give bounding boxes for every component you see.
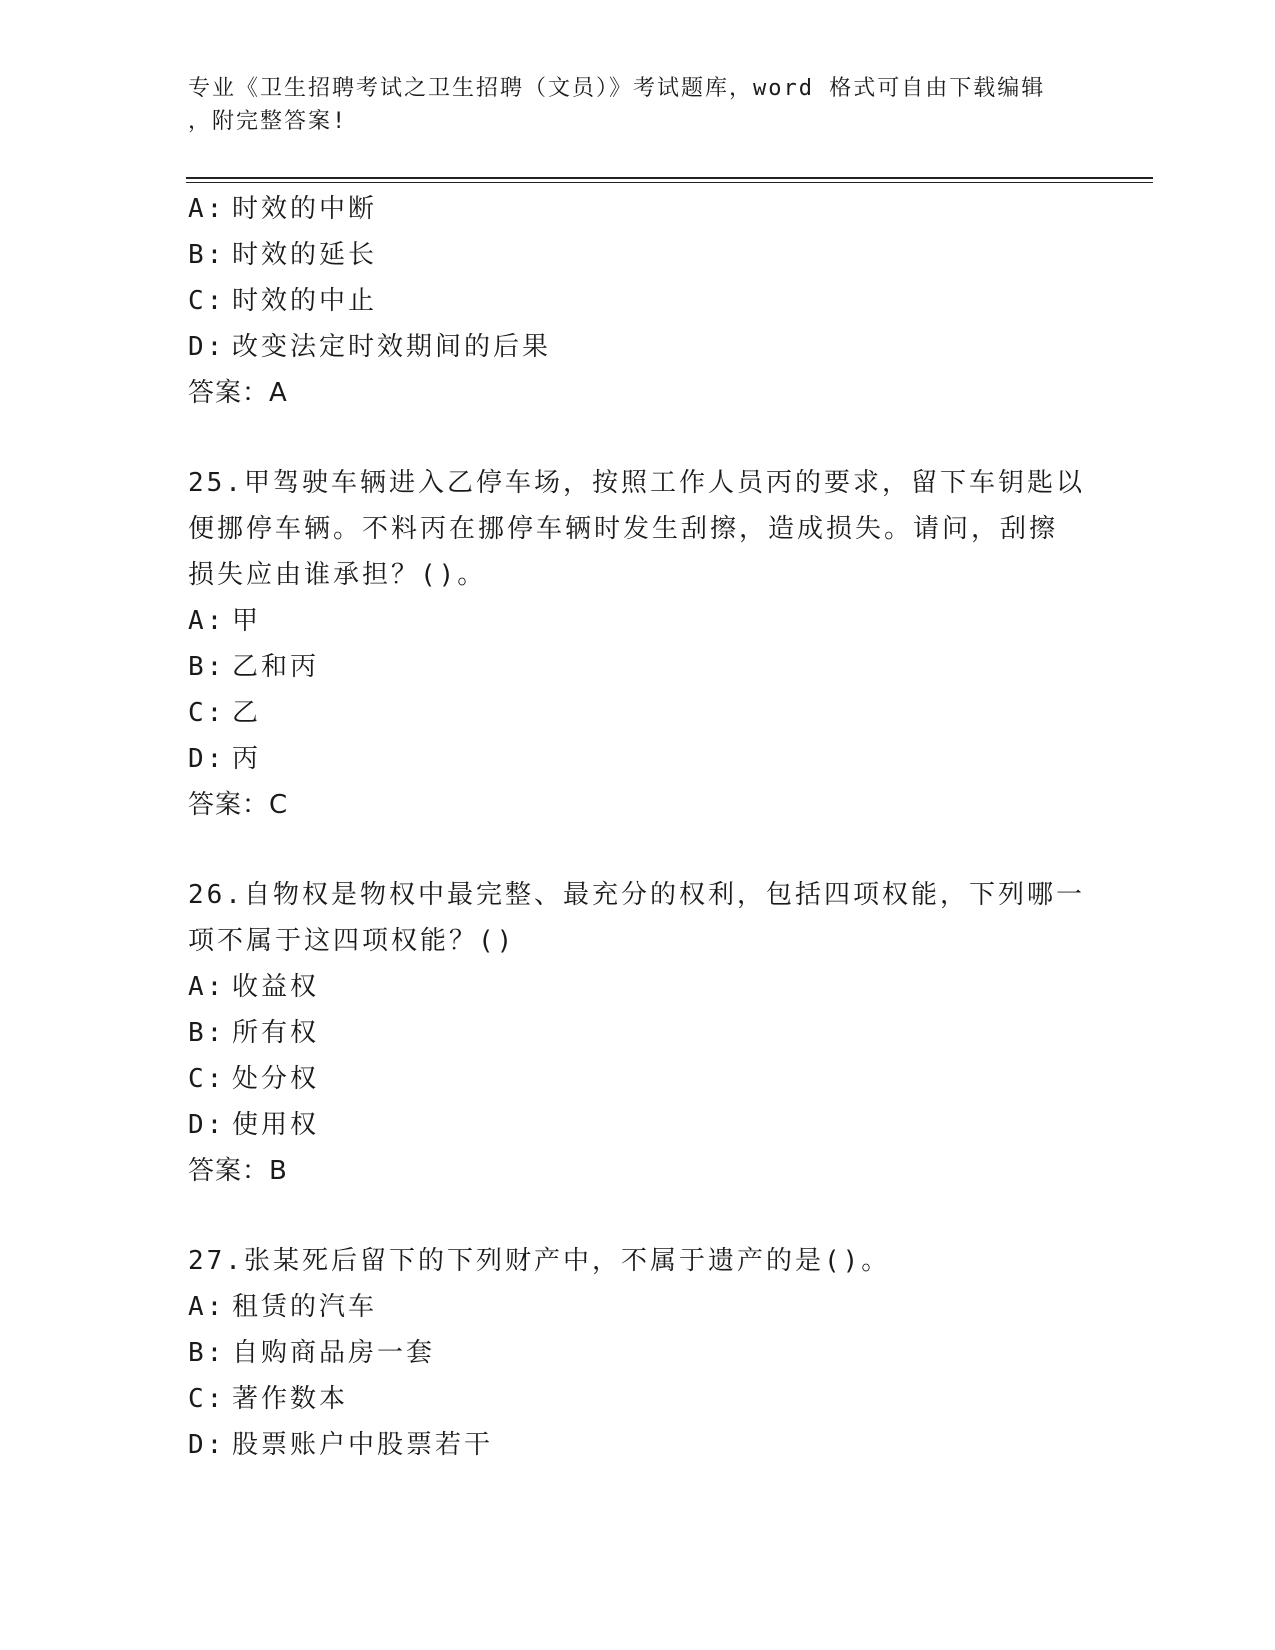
option-d: D: 使用权 (188, 1110, 320, 1140)
option-c: C: 时效的中止 (188, 286, 378, 316)
answer-label: 答案：C (188, 790, 289, 820)
question-block-prev (188, 186, 1088, 416)
question-text-line: 27.张某死后留下的下列财产中，不属于遗产的是()。 (188, 1246, 891, 1276)
option-a: A: 时效的中断 (188, 194, 378, 224)
question-list (188, 186, 1088, 1468)
spacer (188, 416, 1088, 460)
header-line-2: ，附完整答案! (188, 109, 348, 134)
question-block-27 (188, 1238, 1088, 1468)
option-c: C: 处分权 (188, 1064, 320, 1094)
option-b: B: 所有权 (188, 1018, 320, 1048)
spacer (188, 1194, 1088, 1238)
option-d: D: 丙 (188, 744, 262, 774)
question-text-line: 项不属于这四项权能？() (188, 926, 516, 956)
question-text-line: 损失应由谁承担？()。 (188, 560, 487, 590)
question-text-line: 26.自物权是物权中最完整、最充分的权利，包括四项权能，下列哪一 (188, 880, 1085, 910)
document-header (188, 72, 1068, 138)
option-a: A: 甲 (188, 606, 262, 636)
option-b: B: 自购商品房一套 (188, 1338, 436, 1368)
question-block-25 (188, 460, 1088, 828)
question-text-line: 25.甲驾驶车辆进入乙停车场，按照工作人员丙的要求，留下车钥匙以 (188, 468, 1085, 498)
header-line-1: 专业《卫生招聘考试之卫生招聘（文员）》考试题库，word 格式可自由下载编辑 (188, 76, 1046, 101)
spacer (188, 828, 1088, 872)
header-divider-thick (186, 177, 1153, 179)
option-b: B: 时效的延长 (188, 240, 378, 270)
question-block-26 (188, 872, 1088, 1194)
answer-label: 答案：A (188, 378, 288, 408)
question-text-line: 便挪停车辆。不料丙在挪停车辆时发生刮擦，造成损失。请问，刮擦 (188, 514, 1059, 544)
option-c: C: 乙 (188, 698, 262, 728)
option-d: D: 股票账户中股票若干 (188, 1430, 494, 1460)
option-a: A: 租赁的汽车 (188, 1292, 378, 1322)
option-b: B: 乙和丙 (188, 652, 320, 682)
option-a: A: 收益权 (188, 972, 320, 1002)
answer-label: 答案：B (188, 1156, 288, 1186)
header-divider-thin (186, 182, 1153, 183)
option-d: D: 改变法定时效期间的后果 (188, 332, 552, 362)
option-c: C: 著作数本 (188, 1384, 349, 1414)
